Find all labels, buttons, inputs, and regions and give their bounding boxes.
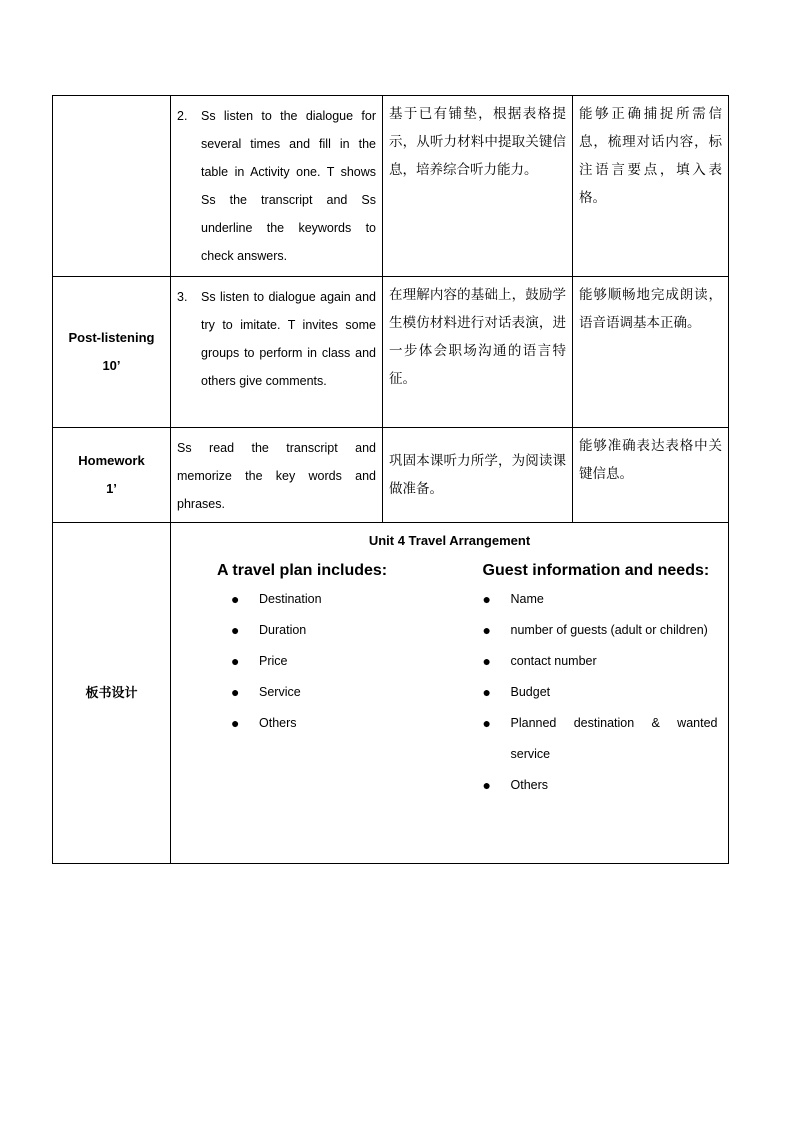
list-item (179, 677, 450, 708)
bullet-icon: ● (231, 684, 240, 700)
list-item (179, 708, 450, 739)
board-columns (179, 562, 720, 801)
activity-item (177, 283, 376, 395)
list-item (450, 646, 721, 677)
left-list (179, 584, 450, 739)
board-right-column (450, 562, 721, 801)
list-item-text: Others (259, 716, 297, 730)
activity-text: Ss listen to the dialogue for several times and fill in the table in Activity one. T shows Ss the transcript and Ss underline the keywords to check answers. (201, 109, 376, 263)
stage-duration: 10’ (102, 358, 121, 373)
activity-text: Ss listen to dialogue again and try to imitate. T invites some groups to perform in class and others give comments. (201, 290, 376, 388)
purpose-cell: 在理解内容的基础上，鼓励学生模仿材料进行对话表演，进一步体会职场沟通的语言特征。 (383, 277, 573, 428)
right-heading: Guest information and needs: (482, 562, 710, 579)
table-row (53, 523, 729, 864)
activity-cell (171, 96, 383, 277)
left-heading: A travel plan includes: (217, 562, 388, 579)
table-row (53, 428, 729, 523)
stage-duration: 1’ (106, 481, 117, 496)
stage-name: Post-listening (68, 330, 155, 345)
activity-item (177, 102, 376, 270)
bullet-icon: ● (482, 684, 491, 700)
list-item (179, 646, 450, 677)
activity-cell (171, 428, 383, 523)
bullet-icon: ● (482, 591, 491, 607)
bullet-icon: ● (231, 653, 240, 669)
table-row (53, 96, 729, 277)
bullet-icon: ● (482, 777, 491, 793)
goal-cell: 能够正确捕捉所需信息，梳理对话内容，标注语言要点，填入表格。 (573, 96, 729, 277)
board-left-column (179, 562, 450, 801)
lesson-plan-table (52, 95, 729, 864)
purpose-cell: 基于已有铺垫，根据表格提示，从听力材料中提取关键信息，培养综合听力能力。 (383, 96, 573, 277)
bullet-icon: ● (231, 715, 240, 731)
list-item-text: contact number (510, 654, 597, 668)
stage-cell (53, 277, 171, 428)
stage-cell (53, 96, 171, 277)
list-item (450, 770, 721, 801)
list-item-text: Name (510, 592, 544, 606)
list-item-text: Destination (259, 592, 322, 606)
activity-text: Ss read the transcript and memorize the key words and phrases. (177, 441, 376, 511)
table-row (53, 277, 729, 428)
board-design (171, 523, 729, 864)
board-label-cell (53, 523, 171, 864)
bullet-icon: ● (231, 591, 240, 607)
activity-item (177, 434, 376, 518)
list-item (450, 584, 721, 615)
activity-number: 3. (177, 290, 188, 304)
board-label: 板书设计 (85, 685, 138, 701)
activity-number: 2. (177, 109, 188, 123)
list-item (450, 677, 721, 708)
list-item (179, 584, 450, 615)
purpose-cell (383, 428, 573, 523)
list-item-text: Duration (259, 623, 307, 637)
stage-name: Homework (78, 453, 145, 468)
right-list (450, 584, 721, 801)
list-item-text: Budget (510, 685, 551, 699)
purpose-text: 巩固本课听力所学，为阅读课做准备。 (389, 453, 566, 497)
bullet-icon: ● (231, 622, 240, 638)
list-item-text: Price (259, 654, 288, 668)
list-item-text: Service (259, 685, 301, 699)
goal-cell: 能够准确表达表格中关键信息。 (573, 428, 729, 523)
list-item (450, 708, 721, 770)
list-item-text: Others (510, 778, 549, 792)
stage-cell (53, 428, 171, 523)
bullet-icon: ● (482, 653, 491, 669)
list-item-text: number of guests (adult or children) (510, 623, 708, 637)
board-title: Unit 4 Travel Arrangement (368, 533, 531, 548)
activity-cell (171, 277, 383, 428)
list-item (179, 615, 450, 646)
goal-cell: 能够顺畅地完成朗读，语音语调基本正确。 (573, 277, 729, 428)
list-item (450, 615, 721, 646)
list-item-text: Planned destination & wanted service (510, 716, 718, 761)
bullet-icon: ● (482, 715, 491, 731)
bullet-icon: ● (482, 622, 491, 638)
